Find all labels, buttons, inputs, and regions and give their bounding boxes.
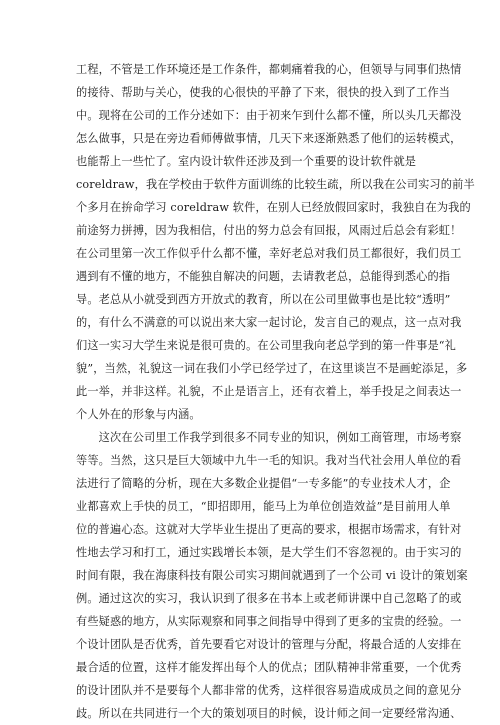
text-line: 这次在公司里工作我学到很多不同专业的知识，例如工商管理，市场考察 bbox=[76, 431, 462, 444]
text-line: 时间有限，我在海康科技有限公司实习期间就遇到了一个公司 vi 设计的策划案 bbox=[76, 569, 468, 582]
text-line: 此一举，并非这样。礼貌，不止是语言上，还有衣着上，举手投足之间表达一 bbox=[76, 385, 462, 398]
text-line: 们这一实习大学生来说是很可贵的。在公司里我向老总学到的第一件事是“礼 bbox=[76, 339, 457, 352]
text-line: 在公司里第一次工作似乎什么都不懂，幸好老总对我们员工都很好，我们员工 bbox=[76, 247, 462, 260]
text-line: coreldraw，我在学校由于软件方面训练的比较生疏，所以我在公司实习的前半 bbox=[76, 178, 475, 191]
text-line: 有些疑惑的地方，从实际观察和同事之间指导中得到了更多的宝贵的经验。一 bbox=[76, 615, 462, 628]
text-line: 的，有什么不满意的可以说出来大家一起讨论，发言自己的观点，这一点对我 bbox=[76, 316, 462, 329]
text-line: 个人外在的形象与内涵。 bbox=[76, 408, 201, 421]
text-line: 也能帮上一些忙了。室内设计软件还涉及到一个重要的设计软件就是 bbox=[76, 155, 417, 168]
paragraph-2 bbox=[76, 426, 468, 725]
text-line: 导。老总从小就受到西方开放式的教育，所以在公司里做事也是比较“透明” bbox=[76, 293, 451, 306]
text-line: 工程，不管是工作环境还是工作条件，都刺痛着我的心，但领导与同事们热情 bbox=[76, 63, 462, 76]
text-line: 例。通过这次的实习，我认识到了很多在书本上或老师讲课中自己忽略了的或 bbox=[76, 592, 462, 605]
text-line: 中。现将在公司的工作分述如下：由于初来乍到什么都不懂，所以头几天都没 bbox=[76, 109, 462, 122]
text-line: 歧。所以在共同进行一个大的策划项目的时候，设计师之间一定要经常沟通、 bbox=[76, 707, 462, 720]
text-line: 等等。当然，这只是巨大领域中九牛一毛的知识。我对当代社会用人单位的看 bbox=[76, 454, 462, 467]
paragraph-1 bbox=[76, 58, 475, 426]
text-line: 个多月在拚命学习 coreldraw 软件，在别人已经放假回家时，我独自在为我的 bbox=[76, 201, 471, 214]
text-line: 性地去学习和打工，通过实践增长本领，是大学生们不容忽视的。由于实习的 bbox=[76, 546, 462, 559]
text-line: 位的普遍心态。这就对大学毕业生提出了更高的要求，根据市场需求，有针对 bbox=[76, 523, 462, 536]
text-line: 法进行了简略的分析，现在大多数企业提倡“一专多能”的专业技术人才，企 bbox=[76, 477, 451, 490]
text-line: 遇到有不懂的地方，不能独自解决的问题，去请教老总，总能得到悉心的指 bbox=[76, 270, 451, 283]
document-body bbox=[76, 58, 475, 725]
text-line: 个设计团队是否优秀，首先要看它对设计的管理与分配，将最合适的人安排在 bbox=[76, 638, 462, 651]
text-line: 怎么做事，只是在旁边看师傅做事情，几天下来逐渐熟悉了他们的运转模式， bbox=[76, 132, 462, 145]
text-line: 业都喜欢上手快的员工，“即招即用，能马上为单位创造效益”是目前用人单 bbox=[76, 500, 451, 513]
text-line: 貌”，当然，礼貌这一词在我们小学已经学过了，在这里谈岂不是画蛇添足，多 bbox=[76, 362, 468, 375]
text-line: 的设计团队并不是要每个人都非常的优秀，这样很容易造成成员之间的意见分 bbox=[76, 684, 462, 697]
text-line: 最合适的位置，这样才能发挥出每个人的优点；团队精神非常重要，一个优秀 bbox=[76, 661, 462, 674]
text-line: 的接待、帮助与关心，使我的心很快的平静了下来，很快的投入到了工作当 bbox=[76, 86, 451, 99]
text-line: 前途努力拼搏，因为我相信，付出的努力总会有回报，风雨过后总会有彩虹！ bbox=[76, 224, 462, 237]
